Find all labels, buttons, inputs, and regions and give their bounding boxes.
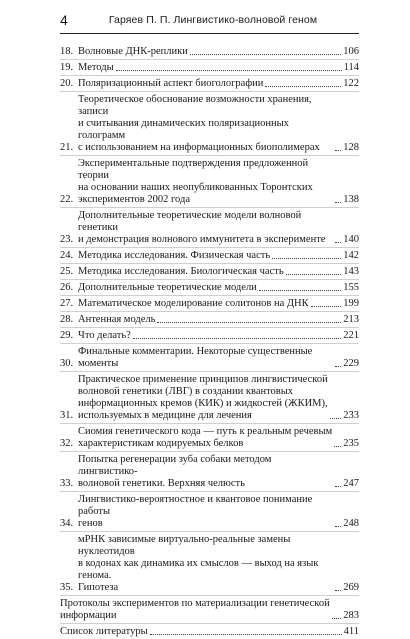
toc-entry-title: Финальные комментарии. Некоторые существенные моменты bbox=[78, 346, 313, 369]
toc-leader-dots bbox=[272, 258, 341, 259]
toc-entry-number: 18. bbox=[60, 46, 74, 57]
toc-entry-number: 31. bbox=[60, 410, 74, 421]
toc-leader-dots bbox=[332, 618, 342, 619]
toc-entry-body bbox=[78, 46, 359, 58]
toc-entry bbox=[60, 328, 359, 344]
toc-entry-body bbox=[78, 62, 359, 74]
toc-entry-title: Дополнительные теоретические модели bbox=[78, 282, 257, 293]
toc-entry bbox=[60, 596, 359, 624]
toc-entry bbox=[60, 532, 359, 596]
toc-entry-title: Поляризационный аспект биоголографии bbox=[78, 78, 264, 89]
toc-entry bbox=[60, 60, 359, 76]
toc-entry-page: 247 bbox=[343, 478, 359, 489]
toc-leader-dots bbox=[259, 290, 341, 291]
toc-entry bbox=[60, 264, 359, 280]
toc-entry-number: 28. bbox=[60, 314, 74, 325]
toc-entry-number: 33. bbox=[60, 478, 74, 489]
toc-entry-body bbox=[78, 250, 359, 262]
toc-leader-dots bbox=[190, 54, 341, 55]
toc-entry-page: 233 bbox=[343, 410, 359, 421]
toc-entry bbox=[60, 424, 359, 452]
toc-entry-title: Дополнительные теоретические модели волновой генетики и демонстрация волнового иммунитета в эксперименте bbox=[78, 210, 326, 245]
toc-entry-number: 35. bbox=[60, 582, 74, 593]
toc-entry-body bbox=[78, 374, 359, 422]
table-of-contents bbox=[60, 44, 359, 639]
toc-entry-body bbox=[78, 94, 359, 154]
toc-entry-title: мРНК зависимые виртуально-реальные замены нуклеотидов в кодонах как динамика их смыслов — выход на язык генома. Гипотеза bbox=[78, 534, 319, 593]
toc-entry bbox=[60, 296, 359, 312]
toc-leader-dots bbox=[335, 150, 341, 151]
toc-leader-dots bbox=[335, 366, 341, 367]
toc-entry-body bbox=[78, 346, 359, 370]
toc-entry-page: 221 bbox=[343, 330, 359, 341]
toc-entry-number: 22. bbox=[60, 194, 74, 205]
toc-entry-body bbox=[78, 330, 359, 342]
toc-leader-dots bbox=[335, 242, 341, 243]
toc-entry-body bbox=[78, 282, 359, 294]
toc-entry-page: 411 bbox=[343, 626, 359, 637]
toc-entry bbox=[60, 492, 359, 532]
toc-entry bbox=[60, 248, 359, 264]
toc-entry-page: 283 bbox=[343, 610, 359, 621]
toc-entry-page: 138 bbox=[343, 194, 359, 205]
toc-leader-dots bbox=[311, 306, 342, 307]
toc-entry-page: 269 bbox=[343, 582, 359, 593]
toc-leader-dots bbox=[116, 70, 342, 71]
toc-entry-body bbox=[60, 626, 359, 638]
toc-entry-body bbox=[78, 78, 359, 90]
toc-leader-dots bbox=[150, 634, 342, 635]
toc-entry-page: 140 bbox=[343, 234, 359, 245]
toc-entry bbox=[60, 92, 359, 156]
toc-entry-title: Антенная модель bbox=[78, 314, 156, 325]
toc-entry-body bbox=[78, 426, 359, 450]
toc-entry-title: Протоколы экспериментов по материализации генетической информации bbox=[60, 598, 330, 621]
toc-entry-page: 143 bbox=[343, 266, 359, 277]
toc-entry-title: Методы bbox=[78, 62, 114, 73]
toc-entry bbox=[60, 372, 359, 424]
toc-leader-dots bbox=[335, 526, 341, 527]
toc-leader-dots bbox=[286, 274, 342, 275]
toc-leader-dots bbox=[330, 418, 342, 419]
toc-entry-page: 199 bbox=[343, 298, 359, 309]
toc-leader-dots bbox=[335, 486, 341, 487]
toc-entry-page: 128 bbox=[343, 142, 359, 153]
toc-entry-number: 34. bbox=[60, 518, 74, 529]
toc-entry-page: 213 bbox=[343, 314, 359, 325]
toc-entry-title: Волновые ДНК-реплики bbox=[78, 46, 188, 57]
toc-entry-body bbox=[78, 298, 359, 310]
toc-entry-title: Экспериментальные подтверждения предложенной теории на основании наших неопубликованных Торонтских экспериментов 2002 года bbox=[78, 158, 313, 205]
toc-entry-title: Попытка регенерации зуба собаки методом лингвистико- волновой генетики. Верхняя челюсть bbox=[78, 454, 272, 489]
toc-entry-number: 23. bbox=[60, 234, 74, 245]
toc-entry-number: 27. bbox=[60, 298, 74, 309]
toc-entry-body bbox=[78, 534, 359, 594]
toc-entry-number: 25. bbox=[60, 266, 74, 277]
toc-entry bbox=[60, 344, 359, 372]
toc-entry-title: Методика исследования. Физическая часть bbox=[78, 250, 271, 261]
toc-entry-number: 21. bbox=[60, 142, 74, 153]
running-title: Гаряев П. П. Лингвистико-волновой геном bbox=[108, 14, 318, 26]
page-number: 4 bbox=[60, 12, 68, 28]
toc-entry-title: Теоретическое обоснование возможности хранения, записи и считывания динамических поляризационных голограмм с использованием на информационных биополимерах bbox=[78, 94, 320, 153]
toc-leader-dots bbox=[265, 86, 341, 87]
toc-entry-title: Практическое применение принципов лингвистической волновой генетики (ЛВГ) в создании квантовых информационных кремов (КИК) и жидкостей (ЖКИМ), используемых в медицине для лечения bbox=[78, 374, 328, 421]
toc-entry-page: 106 bbox=[343, 46, 359, 57]
toc-entry-title: Список литературы bbox=[60, 626, 148, 637]
toc-entry-title: Лингвистико-вероятностное и квантовое понимание работы генов bbox=[78, 494, 313, 529]
toc-entry-body bbox=[78, 314, 359, 326]
toc-entry-body bbox=[78, 494, 359, 530]
toc-entry-number: 30. bbox=[60, 358, 74, 369]
toc-entry bbox=[60, 156, 359, 208]
toc-leader-dots bbox=[133, 338, 341, 339]
page-header bbox=[0, 0, 410, 30]
toc-entry-body bbox=[78, 158, 359, 206]
toc-entry-page: 229 bbox=[343, 358, 359, 369]
toc-entry bbox=[60, 280, 359, 296]
toc-entry bbox=[60, 312, 359, 328]
toc-entry-number: 26. bbox=[60, 282, 74, 293]
toc-leader-dots bbox=[335, 202, 341, 203]
toc-entry-number: 19. bbox=[60, 62, 74, 73]
toc-entry bbox=[60, 452, 359, 492]
toc-entry-number: 24. bbox=[60, 250, 74, 261]
toc-entry-body bbox=[60, 598, 359, 622]
toc-entry-body bbox=[78, 454, 359, 490]
toc-entry bbox=[60, 208, 359, 248]
toc-entry-body bbox=[78, 266, 359, 278]
toc-entry-number: 32. bbox=[60, 438, 74, 449]
toc-leader-dots bbox=[334, 446, 341, 447]
toc-entry-page: 155 bbox=[343, 282, 359, 293]
toc-entry-body bbox=[78, 210, 359, 246]
toc-entry-page: 235 bbox=[343, 438, 359, 449]
toc-entry-number: 20. bbox=[60, 78, 74, 89]
toc-entry-title: Математическое моделирование солитонов на ДНК bbox=[78, 298, 309, 309]
toc-entry bbox=[60, 624, 359, 639]
toc-entry-page: 122 bbox=[343, 78, 359, 89]
toc-leader-dots bbox=[335, 590, 341, 591]
header-rule bbox=[60, 33, 359, 34]
toc-entry-page: 142 bbox=[343, 250, 359, 261]
toc-entry-title: Что делать? bbox=[78, 330, 131, 341]
toc-entry-page: 114 bbox=[343, 62, 359, 73]
toc-entry-number: 29. bbox=[60, 330, 74, 341]
toc-entry bbox=[60, 76, 359, 92]
toc-leader-dots bbox=[157, 322, 341, 323]
toc-entry bbox=[60, 44, 359, 60]
toc-entry-title: Сиомия генетического кода — путь к реальным речевым характеристикам кодируемых белков bbox=[78, 426, 333, 449]
toc-entry-title: Методика исследования. Биологическая часть bbox=[78, 266, 284, 277]
toc-entry-page: 248 bbox=[343, 518, 359, 529]
